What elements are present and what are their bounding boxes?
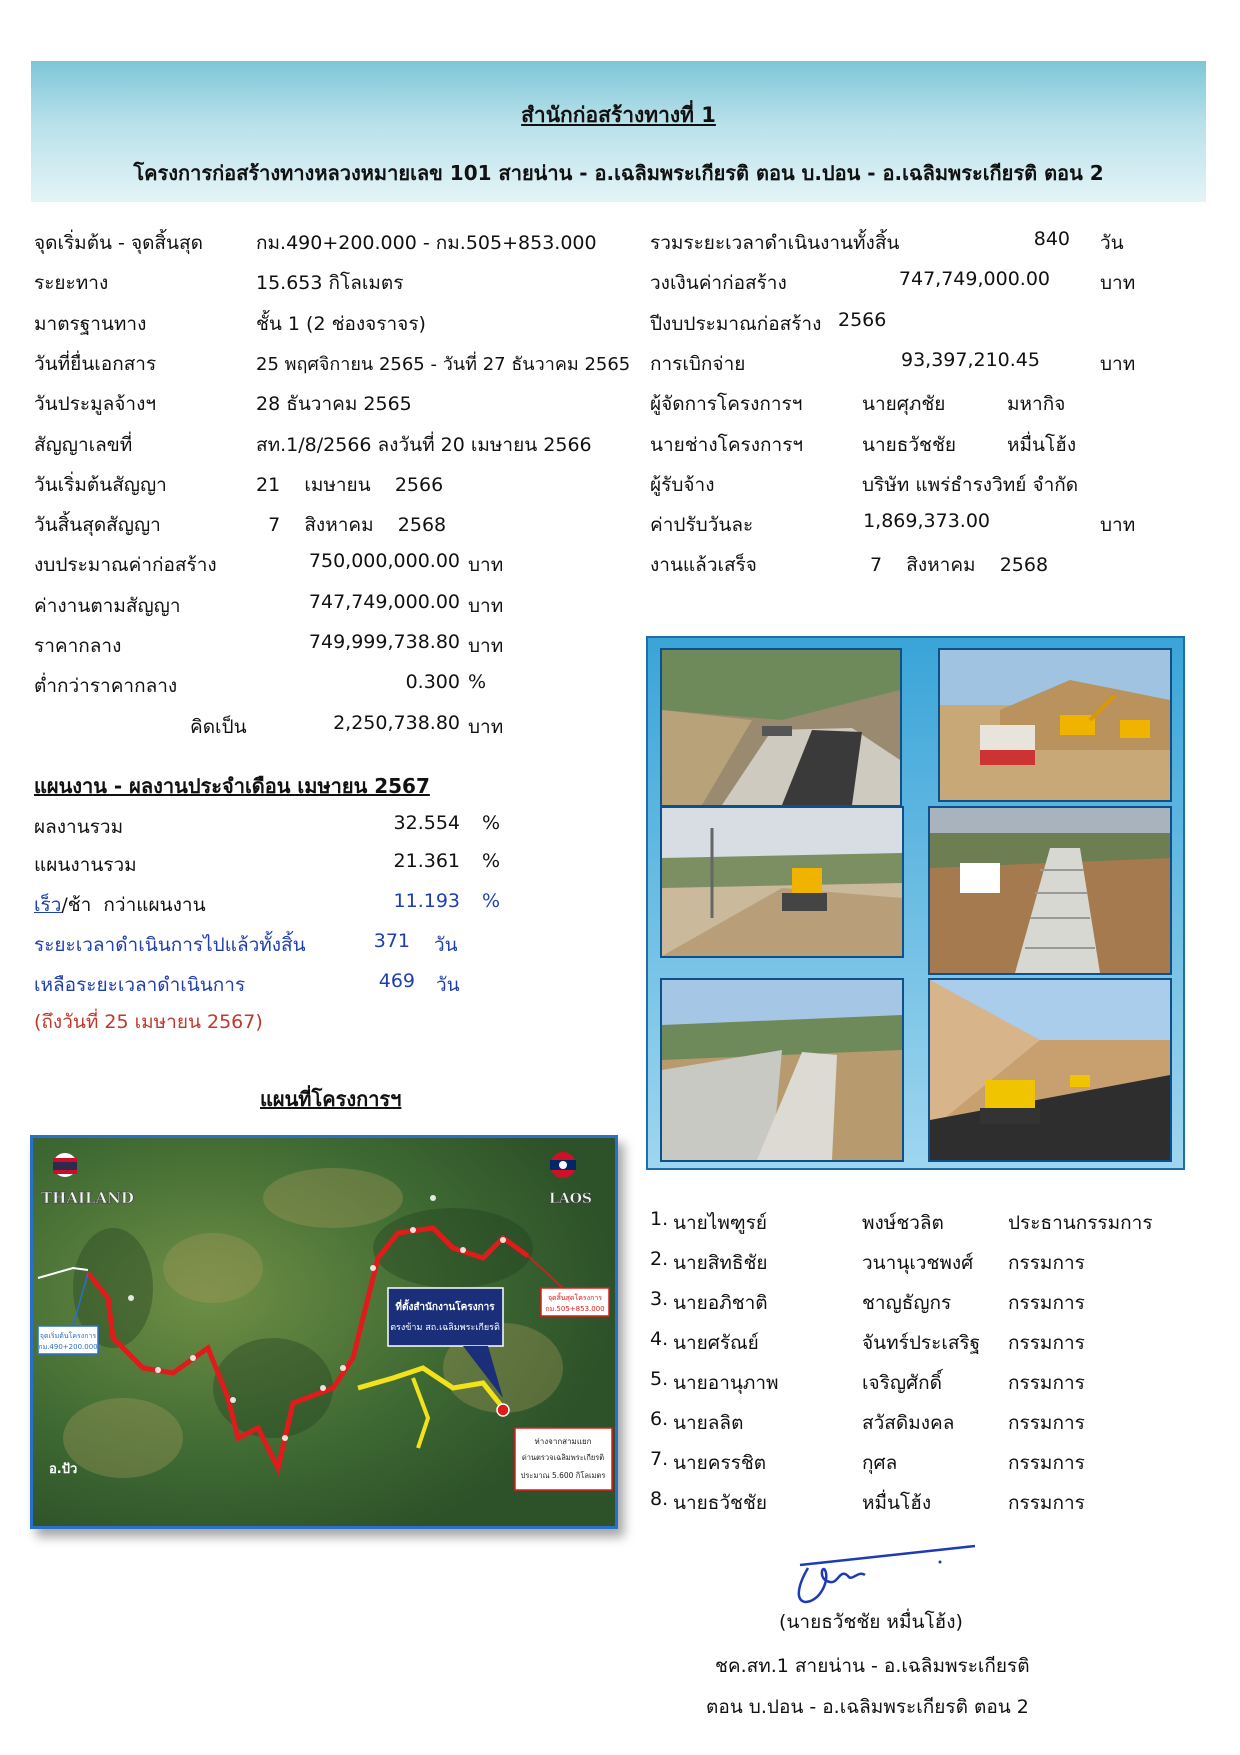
below-median-value: 0.300 [405,671,460,693]
end-point-km: กม.505+853.000 [545,1305,605,1313]
engineer-last: หมื่นโฮ้ง [1007,434,1077,456]
disbursement-value: 93,397,210.45 [900,349,1040,371]
auction-date-value: 28 ธันวาคม 2565 [256,393,412,415]
committee-no-5: 5. [650,1368,669,1390]
photo-roller [660,806,904,958]
distance-note-3: ประมาณ 5.600 กิโลเมตร [520,1471,606,1480]
office-location-label: ที่ตั้งสำนักงานโครงการ [395,1302,495,1313]
disbursement-label: การเบิกจ่าย [650,353,746,375]
plan-value: 21.361 [393,850,460,872]
office-location-sub: ตรงข้าม สถ.เฉลิมพระเกียรติ [390,1323,500,1333]
completed-label: งานแล้วเสร็จ [650,554,757,576]
committee-last-3: ชาญธัญกร [862,1292,952,1314]
actual-label: ผลงานรวม [34,816,124,838]
map-heading: แผนที่โครงการฯ [260,1087,402,1111]
committee-no-3: 3. [650,1288,669,1310]
committee-no-8: 8. [650,1488,669,1510]
office-title: สำนักก่อสร้างทางที่ 1 [521,103,716,127]
standard-value: ชั้น 1 (2 ช่องจราจร) [256,313,426,335]
disbursement-unit: บาท [1100,353,1136,375]
fiscal-year-label: ปีงบประมาณก่อสร้าง [650,313,822,335]
end-point-label: จุดสิ้นสุดโครงการ [547,1294,603,1302]
committee-no-6: 6. [650,1408,669,1430]
contract-end-label: วันสิ้นสุดสัญญา [34,514,161,536]
median-price-value: 749,999,738.80 [308,631,460,653]
contract-end-value: 7 สิงหาคม 2568 [256,514,447,536]
auction-date-label: วันประมูลจ้างฯ [34,393,157,415]
contract-price-label: ค่างานตามสัญญา [34,595,181,617]
committee-first-5: นายอานุภาพ [673,1372,779,1394]
signer-name: (นายธวัชชัย หมื่นโฮ้ง) [779,1611,963,1633]
committee-first-8: นายธวัชชัย [673,1492,767,1514]
penalty-value: 1,869,373.00 [863,510,990,532]
contract-no-label: สัญญาเลขที่ [34,434,133,456]
contract-price-value: 747,749,000.00 [308,591,460,613]
below-median-label: ต่ำกว่าราคากลาง [34,675,178,697]
photo-drainage-ditch [660,978,904,1162]
budget-label: งบประมาณค่าก่อสร้าง [34,554,217,576]
photo-excavation [938,648,1172,802]
committee-first-7: นายครรชิต [673,1452,767,1474]
committee-last-7: กุศล [862,1452,898,1474]
median-price-unit: บาท [468,635,504,657]
equals-value: 2,250,738.80 [333,712,460,734]
distance-note-1: ห่างจากสามแยก [534,1437,592,1446]
start-point-label: จุดเริ่มต้นโครงการ [39,1332,97,1340]
engineer-label: นายช่างโครงการฯ [650,434,804,456]
elapsed-unit: วัน [434,934,458,956]
diff-value: 11.193 [393,890,460,912]
contract-amount-unit: บาท [1100,272,1136,294]
plan-unit: % [482,850,501,872]
elapsed-value: 371 [373,930,410,952]
remaining-label: เหลือระยะเวลาดำเนินการ [34,974,246,996]
elapsed-label: ระยะเวลาดำเนินการไปแล้วทั้งสิ้น [34,934,306,956]
committee-last-2: วนานุเวชพงศ์ [862,1252,974,1274]
equals-unit: บาท [468,716,504,738]
median-price-label: ราคากลาง [34,635,122,657]
committee-no-7: 7. [650,1448,669,1470]
committee-role-3: กรรมการ [1008,1292,1085,1314]
duration-label: รวมระยะเวลาดำเนินงานทั้งสิ้น [650,232,900,254]
committee-last-5: เจริญศักดิ์ [862,1372,942,1394]
committee-first-6: นายลลิต [673,1412,744,1434]
contractor-value: บริษัท แพร่ธำรงวิทย์ จำกัด [862,474,1079,496]
committee-first-4: นายศรัณย์ [673,1332,759,1354]
actual-value: 32.554 [393,812,460,834]
thailand-label: THAILAND [41,1189,134,1207]
contract-amount-label: วงเงินค่าก่อสร้าง [650,272,787,294]
contract-no-value: สท.1/8/2566 ลงวันที่ 20 เมษายน 2566 [256,434,592,456]
committee-role-7: กรรมการ [1008,1452,1085,1474]
town-label: อ.ปัว [49,1462,78,1477]
committee-last-1: พงษ์ชวลิต [862,1212,944,1234]
penalty-unit: บาท [1100,514,1136,536]
contract-start-label: วันเริ่มต้นสัญญา [34,474,167,496]
photo-road-paving [660,648,902,807]
laos-label: LAOS [549,1191,593,1207]
committee-role-8: กรรมการ [1008,1492,1085,1514]
committee-first-1: นายไพฑูรย์ [673,1212,767,1234]
photo-pipe-culvert [928,806,1172,975]
project-map [30,1135,618,1529]
remaining-value: 469 [378,970,415,992]
as-of-date: (ถึงวันที่ 25 เมษายน 2567) [34,1011,263,1033]
committee-role-4: กรรมการ [1008,1332,1085,1354]
standard-label: มาตรฐานทาง [34,313,147,335]
submit-date-value: 25 พฤศจิกายน 2565 - วันที่ 27 ธันวาคม 2565 [256,354,631,375]
start-end-value: กม.490+200.000 - กม.505+853.000 [256,232,597,254]
committee-no-2: 2. [650,1248,669,1270]
budget-value: 750,000,000.00 [308,550,460,572]
engineer-first: นายธวัชชัย [862,434,956,456]
progress-heading: แผนงาน - ผลงานประจำเดือน เมษายน 2567 [34,774,430,798]
remaining-unit: วัน [436,974,460,996]
committee-no-1: 1. [650,1208,669,1230]
committee-no-4: 4. [650,1328,669,1350]
committee-role-6: กรรมการ [1008,1412,1085,1434]
manager-label: ผู้จัดการโครงการฯ [650,393,803,415]
committee-role-1: ประธานกรรมการ [1008,1212,1153,1234]
manager-first: นายศุภชัย [862,393,946,415]
construction-photos [646,636,1185,1170]
signer-position-2: ตอน บ.ปอน - อ.เฉลิมพระเกียรติ ตอน 2 [706,1696,1029,1718]
committee-first-3: นายอภิชาติ [673,1292,768,1314]
distance-label: ระยะทาง [34,272,109,294]
contract-amount-value: 747,749,000.00 [898,268,1050,290]
budget-unit: บาท [468,554,504,576]
photo-asphalt-roller [928,978,1172,1162]
fast-label: เร็ว [34,894,62,916]
header-banner [31,61,1206,202]
committee-first-2: นายสิทธิชัย [673,1252,768,1274]
below-median-unit: % [468,671,487,693]
equals-label: คิดเป็น [190,716,247,738]
start-point-km: กม.490+200.000 [38,1343,98,1351]
duration-unit: วัน [1100,232,1124,254]
diff-rest-label: /ช้า กว่าแผนงาน [61,894,206,916]
start-end-label: จุดเริ่มต้น - จุดสิ้นสุด [34,232,203,254]
committee-role-2: กรรมการ [1008,1252,1085,1274]
contract-price-unit: บาท [468,595,504,617]
distance-value: 15.653 กิโลเมตร [256,272,404,294]
duration-value: 840 [1033,228,1070,250]
contract-start-value: 21 เมษายน 2566 [256,474,444,496]
manager-last: มหากิจ [1007,393,1066,415]
committee-last-6: สวัสดิมงคล [862,1412,955,1434]
project-title: โครงการก่อสร้างทางหลวงหมายเลข 101 สายน่าน - อ.เฉลิมพระเกียรติ ตอน บ.ปอน - อ.เฉลิมพระเกียรติ ตอน 2 [133,161,1104,185]
completed-value: 7 สิงหาคม 2568 [870,554,1049,576]
signature-mark [780,1540,980,1610]
diff-label [34,890,206,920]
contractor-label: ผู้รับจ้าง [650,474,715,496]
submit-date-label: วันที่ยื่นเอกสาร [34,353,157,375]
diff-unit: % [482,890,501,912]
actual-unit: % [482,812,501,834]
penalty-label: ค่าปรับวันละ [650,514,754,536]
committee-last-8: หมื่นโฮ้ง [862,1492,932,1514]
signer-position-1: ชค.สท.1 สายน่าน - อ.เฉลิมพระเกียรติ [715,1655,1030,1677]
map-image [33,1138,615,1526]
committee-role-5: กรรมการ [1008,1372,1085,1394]
fiscal-year-value: 2566 [838,309,887,331]
committee-last-4: จันทร์ประเสริฐ [862,1332,981,1354]
plan-label: แผนงานรวม [34,854,137,876]
distance-note-2: ด่านตรวจเฉลิมพระเกียรติ [521,1453,605,1462]
